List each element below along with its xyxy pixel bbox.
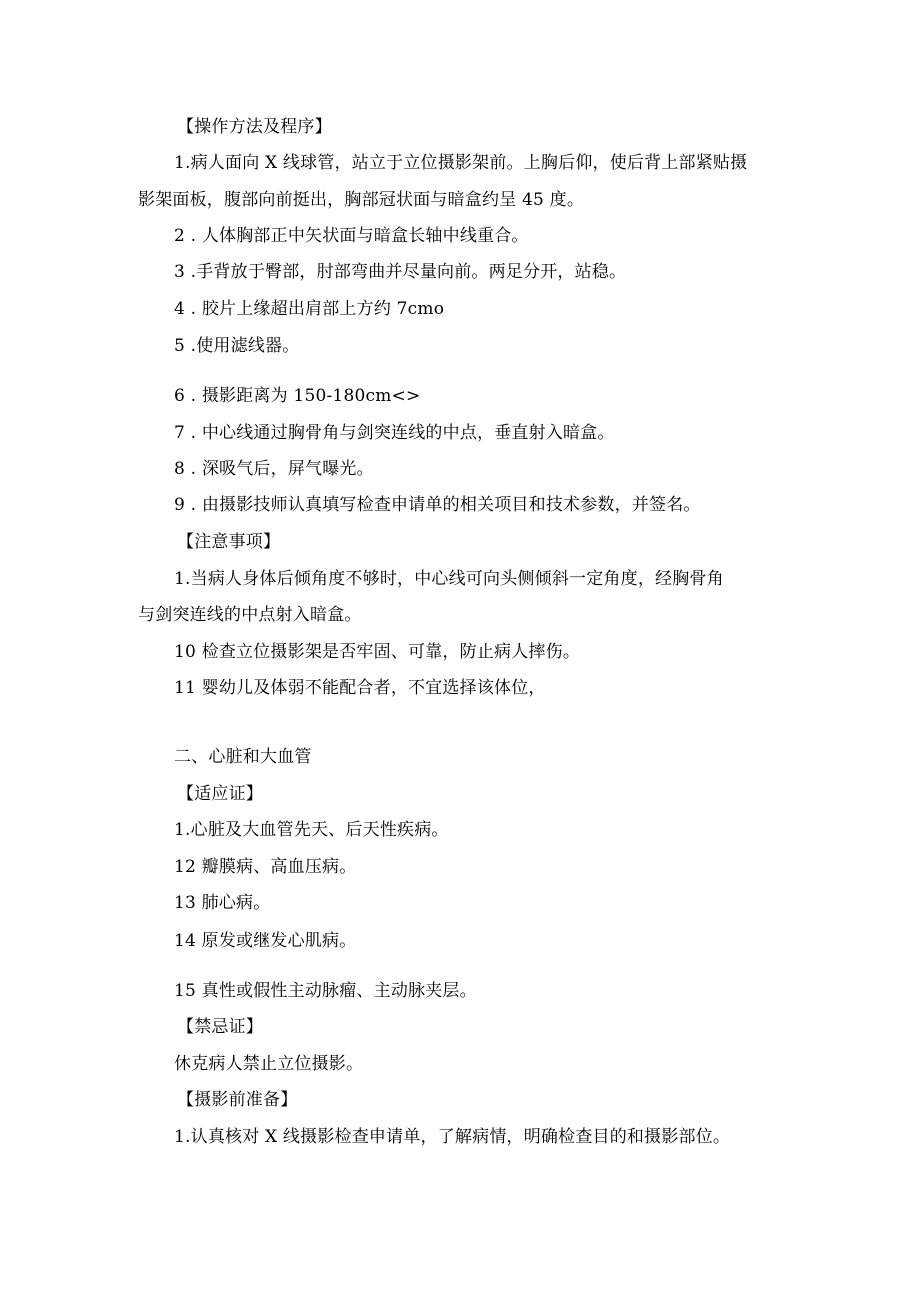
procedure-step-4: 4 . 胶片上缘超出肩部上方约 7cmo	[174, 299, 445, 319]
note-11: 11 婴幼儿及体弱不能配合者，不宜选择该体位，	[174, 678, 546, 698]
indication-13: 13 肺心病。	[174, 893, 271, 913]
procedure-step-7: 7 . 中心线通过胸骨角与剑突连线的中点，垂直射入暗盒。	[174, 423, 615, 443]
section-title-heart: 二、心脏和大血管	[174, 747, 312, 767]
notes-heading: 【注意事项】	[177, 532, 281, 552]
indication-14: 14 原发或继发心肌病。	[174, 931, 357, 951]
note-1-line-2: 与剑突连线的中点射入暗盒。	[138, 605, 362, 625]
preparation-1: 1.认真核对 X 线摄影检查申请单，了解病情，明确检查目的和摄影部位。	[174, 1127, 731, 1147]
procedure-step-8: 8 . 深吸气后，屏气曝光。	[174, 459, 374, 479]
indication-12: 12 瓣膜病、高血压病。	[174, 857, 357, 877]
contraindication-text: 休克病人禁止立位摄影。	[174, 1054, 364, 1074]
contraindications-heading: 【禁忌证】	[177, 1017, 263, 1037]
procedure-step-5: 5 .使用滤线器。	[174, 336, 300, 356]
note-10: 10 检查立位摄影架是否牢固、可靠，防止病人摔伤。	[174, 642, 581, 662]
procedure-heading: 【操作方法及程序】	[177, 117, 332, 137]
note-1-line-1: 1.当病人身体后倾角度不够时，中心线可向头侧倾斜一定角度，经胸骨角	[174, 569, 724, 589]
procedure-step-1-line-2: 影架面板，腹部向前挺出，胸部冠状面与暗盒约呈 45 度。	[138, 190, 585, 210]
procedure-step-3: 3 .手背放于臀部，肘部弯曲并尽量向前。两足分开，站稳。	[174, 262, 627, 282]
indications-heading: 【适应证】	[177, 784, 263, 804]
procedure-step-2: 2 . 人体胸部正中矢状面与暗盒长轴中线重合。	[174, 226, 529, 246]
procedure-step-1-line-1: 1.病人面向 X 线球管，站立于立位摄影架前。上胸后仰，使后背上部紧贴摄	[174, 153, 748, 173]
preparation-heading: 【摄影前准备】	[177, 1090, 298, 1110]
procedure-step-6: 6 . 摄影距离为 150-180cm<>	[174, 386, 421, 406]
indication-15: 15 真性或假性主动脉瘤、主动脉夹层。	[174, 981, 477, 1001]
indication-1: 1.心脏及大血管先天、后天性疾病。	[174, 820, 449, 840]
procedure-step-9: 9 . 由摄影技师认真填写检查申请单的相关项目和技术参数，并签名。	[174, 495, 701, 515]
